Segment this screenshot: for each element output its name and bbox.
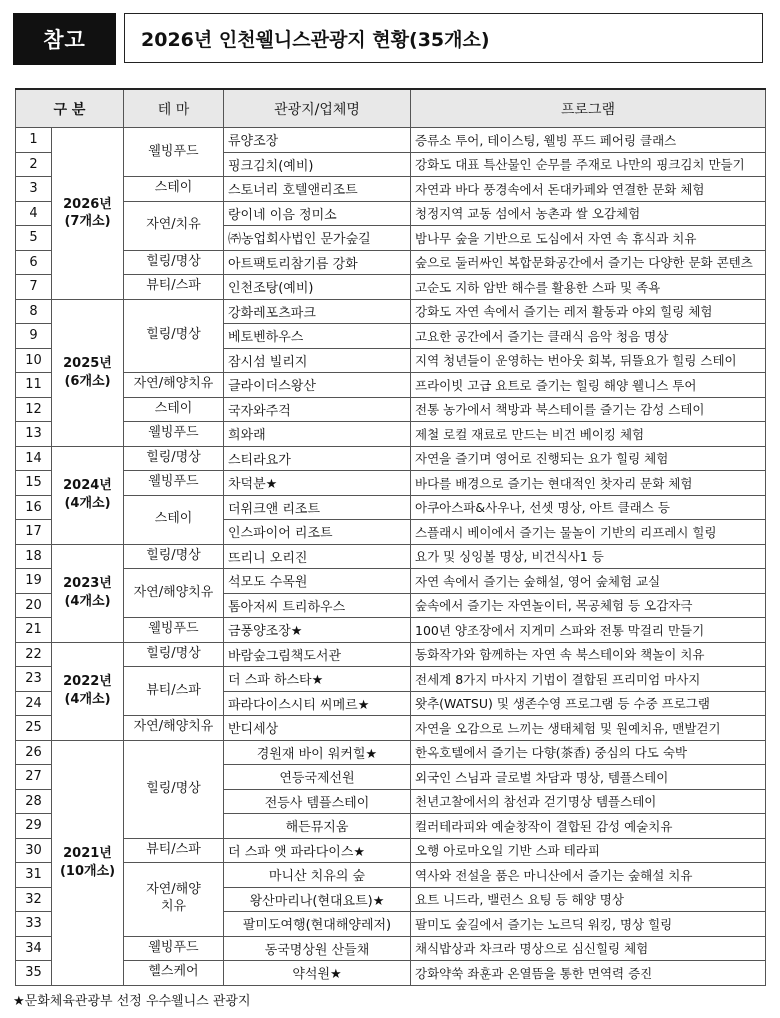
theme-cell: 자연/치유 <box>124 201 224 250</box>
table-row <box>16 642 766 667</box>
row-number: 9 <box>16 324 52 349</box>
program-description: 외국인 스님과 글로벌 차담과 명상, 템플스테이 <box>411 765 766 790</box>
row-number: 25 <box>16 716 52 741</box>
program-description: 전세계 8가지 마사지 기법이 결합된 프리미엄 마사지 <box>411 667 766 692</box>
site-name: 인스파이어 리조트 <box>224 520 411 545</box>
theme-cell: 자연/해양치유 <box>124 569 224 618</box>
program-description: 고요한 공간에서 즐기는 클래식 음악 청음 명상 <box>411 324 766 349</box>
theme-cell: 웰빙푸드 <box>124 618 224 643</box>
row-number: 12 <box>16 397 52 422</box>
row-number: 16 <box>16 495 52 520</box>
year-cell: 2022년 (4개소) <box>52 642 124 740</box>
program-description: 전통 농가에서 책방과 북스테이를 즐기는 감성 스테이 <box>411 397 766 422</box>
row-number: 2 <box>16 152 52 177</box>
program-description: 요가 및 싱잉볼 명상, 비건식사1 등 <box>411 544 766 569</box>
site-name: 파라다이스시티 씨메르★ <box>224 691 411 716</box>
row-number: 33 <box>16 912 52 937</box>
site-name: 석모도 수목원 <box>224 569 411 594</box>
row-number: 19 <box>16 569 52 594</box>
theme-cell: 웰빙푸드 <box>124 936 224 961</box>
theme-cell: 뷰티/스파 <box>124 275 224 300</box>
table-row <box>16 471 766 496</box>
row-number: 29 <box>16 814 52 839</box>
row-number: 20 <box>16 593 52 618</box>
row-number: 8 <box>16 299 52 324</box>
table-row <box>16 740 766 765</box>
theme-cell: 힐링/명상 <box>124 642 224 667</box>
site-name: 베토벤하우스 <box>224 324 411 349</box>
site-name: 희와래 <box>224 422 411 447</box>
site-name: 더 스파 앳 파라다이스★ <box>224 838 411 863</box>
column-header-program: 프로그램 <box>411 89 766 128</box>
program-description: 100년 양조장에서 지게미 스파와 전통 막걸리 만들기 <box>411 618 766 643</box>
program-description: 팔미도 숲길에서 즐기는 노르딕 워킹, 명상 힐링 <box>411 912 766 937</box>
site-name: 반디세상 <box>224 716 411 741</box>
row-number: 22 <box>16 642 52 667</box>
table-row <box>16 373 766 398</box>
row-number: 6 <box>16 250 52 275</box>
row-number: 32 <box>16 887 52 912</box>
row-number: 26 <box>16 740 52 765</box>
program-description: 천년고찰에서의 참선과 걷기명상 템플스테이 <box>411 789 766 814</box>
site-name: 약석원★ <box>224 961 411 986</box>
table-row <box>16 201 766 226</box>
table-row <box>16 716 766 741</box>
row-number: 21 <box>16 618 52 643</box>
table-row <box>16 544 766 569</box>
site-name: 바람숲그림책도서관 <box>224 642 411 667</box>
site-name: 더 스파 하스타★ <box>224 667 411 692</box>
site-name: 마니산 치유의 숲 <box>224 863 411 888</box>
program-description: 스플래시 베이에서 즐기는 물놀이 기반의 리프레시 힐링 <box>411 520 766 545</box>
program-description: 지역 청년들이 운영하는 번아웃 회복, 뒤뜰요가 힐링 스테이 <box>411 348 766 373</box>
theme-cell: 뷰티/스파 <box>124 667 224 716</box>
site-name: ㈜농업회사법인 문가숲길 <box>224 226 411 251</box>
program-description: 오행 아로마오일 기반 스파 테라피 <box>411 838 766 863</box>
program-description: 밤나무 숲을 기반으로 도심에서 자연 속 휴식과 치유 <box>411 226 766 251</box>
theme-cell: 웰빙푸드 <box>124 471 224 496</box>
site-name: 톰아저씨 트리하우스 <box>224 593 411 618</box>
table-row <box>16 250 766 275</box>
year-cell: 2024년 (4개소) <box>52 446 124 544</box>
header <box>13 13 765 65</box>
row-number: 1 <box>16 128 52 153</box>
row-number: 35 <box>16 961 52 986</box>
row-number: 27 <box>16 765 52 790</box>
theme-cell: 자연/해양치유 <box>124 373 224 398</box>
site-name: 인천조탕(예비) <box>224 275 411 300</box>
row-number: 5 <box>16 226 52 251</box>
program-description: 동화작가와 함께하는 자연 속 북스테이와 책놀이 치유 <box>411 642 766 667</box>
table-row <box>16 667 766 692</box>
table-row <box>16 961 766 986</box>
theme-cell: 힐링/명상 <box>124 544 224 569</box>
program-description: 역사와 전설을 품은 마니산에서 즐기는 숲해설 치유 <box>411 863 766 888</box>
program-description: 강화도 대표 특산물인 순무를 주재로 나만의 핑크김치 만들기 <box>411 152 766 177</box>
row-number: 30 <box>16 838 52 863</box>
program-description: 자연 속에서 즐기는 숲해설, 영어 숲체험 교실 <box>411 569 766 594</box>
row-number: 34 <box>16 936 52 961</box>
year-cell: 2023년 (4개소) <box>52 544 124 642</box>
footnote: ★문화체육관광부 선정 우수웰니스 관광지 <box>13 994 251 1009</box>
column-header-category: 구 분 <box>16 89 124 128</box>
program-description: 숲으로 둘러싸인 복합문화공간에서 즐기는 다양한 문화 콘텐츠 <box>411 250 766 275</box>
site-name: 팔미도여행(현대해양레저) <box>224 912 411 937</box>
wellness-sites-table <box>15 88 766 986</box>
table-row <box>16 422 766 447</box>
site-name: 해든뮤지움 <box>224 814 411 839</box>
program-description: 숲속에서 즐기는 자연놀이터, 목공체험 등 오감자극 <box>411 593 766 618</box>
program-description: 프라이빗 고급 요트로 즐기는 힐링 해양 웰니스 투어 <box>411 373 766 398</box>
theme-cell: 웰빙푸드 <box>124 128 224 177</box>
site-name: 글라이더스왕산 <box>224 373 411 398</box>
program-description: 바다를 배경으로 즐기는 현대적인 찻자리 문화 체험 <box>411 471 766 496</box>
table-row <box>16 495 766 520</box>
program-description: 채식밥상과 차크라 명상으로 심신힐링 체험 <box>411 936 766 961</box>
page-title: 2026년 인천웰니스관광지 현황(35개소) <box>124 13 763 63</box>
row-number: 23 <box>16 667 52 692</box>
site-name: 연등국제선원 <box>224 765 411 790</box>
year-cell: 2026년 (7개소) <box>52 128 124 300</box>
row-number: 15 <box>16 471 52 496</box>
theme-cell: 스테이 <box>124 177 224 202</box>
site-name: 금풍양조장★ <box>224 618 411 643</box>
program-description: 컬러테라피와 예술창작이 결합된 감성 예술치유 <box>411 814 766 839</box>
row-number: 18 <box>16 544 52 569</box>
program-description: 자연을 즐기며 영어로 진행되는 요가 힐링 체험 <box>411 446 766 471</box>
site-name: 아트팩토리참기름 강화 <box>224 250 411 275</box>
program-description: 청정지역 교동 섬에서 농촌과 쌀 오감체험 <box>411 201 766 226</box>
site-name: 왕산마리나(현대요트)★ <box>224 887 411 912</box>
column-header-theme: 테 마 <box>124 89 224 128</box>
row-number: 11 <box>16 373 52 398</box>
program-description: 강화도 자연 속에서 즐기는 레저 활동과 야외 힐링 체험 <box>411 299 766 324</box>
site-name: 스티라요가 <box>224 446 411 471</box>
site-name: 동국명상원 산들채 <box>224 936 411 961</box>
table-row <box>16 936 766 961</box>
site-name: 뜨리니 오리진 <box>224 544 411 569</box>
site-name: 더위크앤 리조트 <box>224 495 411 520</box>
program-description: 아쿠아스파&사우나, 선셋 명상, 아트 클래스 등 <box>411 495 766 520</box>
table-row <box>16 838 766 863</box>
table-row <box>16 569 766 594</box>
program-description: 고순도 지하 암반 해수를 활용한 스파 및 족욕 <box>411 275 766 300</box>
theme-cell: 힐링/명상 <box>124 740 224 838</box>
theme-cell: 자연/해양치유 <box>124 716 224 741</box>
row-number: 31 <box>16 863 52 888</box>
theme-cell: 자연/해양 치유 <box>124 863 224 937</box>
table-row <box>16 128 766 153</box>
row-number: 28 <box>16 789 52 814</box>
site-name: 스토너리 호텔앤리조트 <box>224 177 411 202</box>
table-header-row <box>16 89 766 128</box>
theme-cell: 뷰티/스파 <box>124 838 224 863</box>
program-description: 증류소 투어, 테이스팅, 웰빙 푸드 페어링 클래스 <box>411 128 766 153</box>
site-name: 차덕분★ <box>224 471 411 496</box>
table-row <box>16 863 766 888</box>
year-cell: 2025년 (6개소) <box>52 299 124 446</box>
program-description: 제철 로컬 재료로 만드는 비건 베이킹 체험 <box>411 422 766 447</box>
table-row <box>16 275 766 300</box>
row-number: 14 <box>16 446 52 471</box>
table-row <box>16 397 766 422</box>
program-description: 강화약쑥 좌훈과 온열뜸을 통한 면역력 증진 <box>411 961 766 986</box>
theme-cell: 헬스케어 <box>124 961 224 986</box>
theme-cell: 스테이 <box>124 495 224 544</box>
year-cell: 2021년 (10개소) <box>52 740 124 985</box>
site-name: 잠시섬 빌리지 <box>224 348 411 373</box>
program-description: 요트 니드라, 밸런스 요팅 등 해양 명상 <box>411 887 766 912</box>
site-name: 랑이네 이음 정미소 <box>224 201 411 226</box>
site-name: 경원재 바이 워커힐★ <box>224 740 411 765</box>
theme-cell: 스테이 <box>124 397 224 422</box>
row-number: 13 <box>16 422 52 447</box>
site-name: 국자와주걱 <box>224 397 411 422</box>
table-row <box>16 446 766 471</box>
table-row <box>16 618 766 643</box>
row-number: 10 <box>16 348 52 373</box>
row-number: 7 <box>16 275 52 300</box>
site-name: 전등사 템플스테이 <box>224 789 411 814</box>
row-number: 17 <box>16 520 52 545</box>
column-header-site: 관광지/업체명 <box>224 89 411 128</box>
row-number: 4 <box>16 201 52 226</box>
program-description: 자연과 바다 풍경속에서 돈대카페와 연결한 문화 체험 <box>411 177 766 202</box>
program-description: 한옥호텔에서 즐기는 다향(茶香) 중심의 다도 숙박 <box>411 740 766 765</box>
site-name: 강화레포츠파크 <box>224 299 411 324</box>
theme-cell: 힐링/명상 <box>124 446 224 471</box>
theme-cell: 힐링/명상 <box>124 299 224 373</box>
theme-cell: 웰빙푸드 <box>124 422 224 447</box>
program-description: 자연을 오감으로 느끼는 생태체험 및 원예치유, 맨발걷기 <box>411 716 766 741</box>
site-name: 류양조장 <box>224 128 411 153</box>
row-number: 24 <box>16 691 52 716</box>
site-name: 핑크김치(예비) <box>224 152 411 177</box>
theme-cell: 힐링/명상 <box>124 250 224 275</box>
reference-badge: 참고 <box>13 13 116 65</box>
table-row <box>16 177 766 202</box>
row-number: 3 <box>16 177 52 202</box>
program-description: 왓추(WATSU) 및 생존수영 프로그램 등 수중 프로그램 <box>411 691 766 716</box>
table-row <box>16 299 766 324</box>
